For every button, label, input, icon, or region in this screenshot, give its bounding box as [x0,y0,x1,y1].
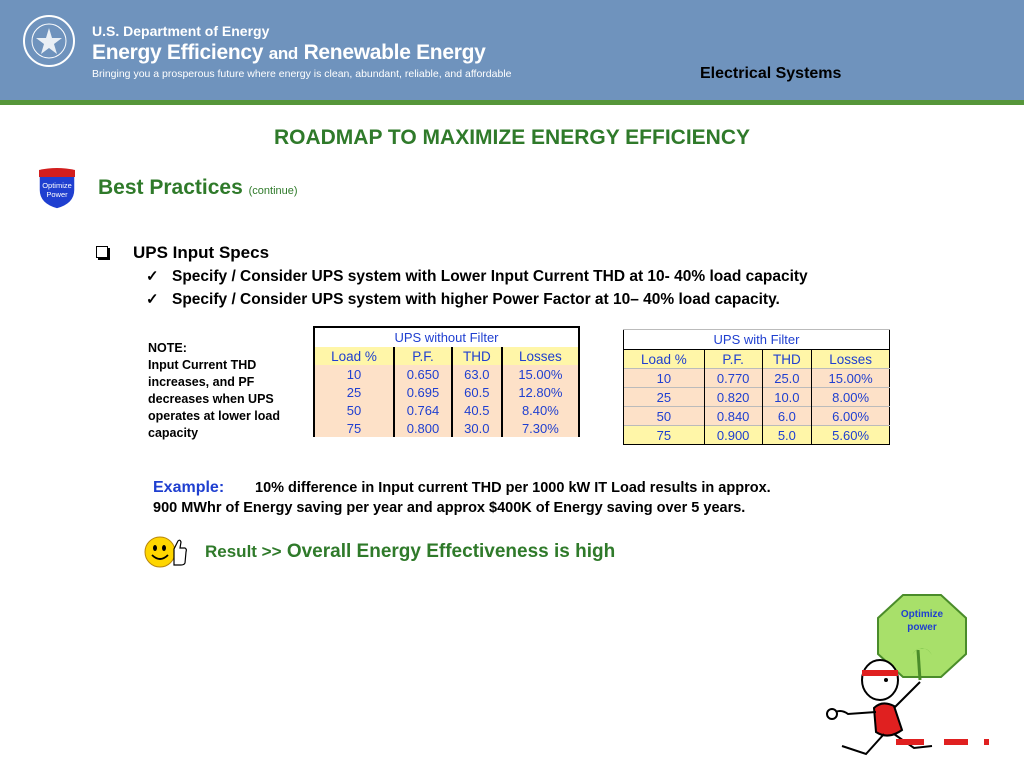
table-cell: 0.695 [394,383,452,401]
table-cell: 0.840 [704,407,762,426]
table-ups-without-filter [313,326,580,437]
best-practices-heading [98,176,298,200]
octagon-sign-label [876,608,968,634]
table-cell: 0.770 [704,369,762,388]
spec-item-1: Specify / Consider UPS system with Lower Input Current THD at 10- 40% load capacity [172,268,808,285]
result-text: Overall Energy Effectiveness is high [286,541,616,562]
checkbox-bullet-icon [96,246,108,258]
shield-line1: Optimize [42,181,72,190]
table-cell: 7.30% [502,419,579,437]
table-ups-with-filter [623,329,890,445]
note-title: NOTE: [148,341,187,355]
slide-title: ROADMAP TO MAXIMIZE ENERGY EFFICIENCY [273,126,751,149]
table-cell: 10 [624,369,705,388]
program-name [92,40,486,67]
table-cell: 25 [624,388,705,407]
table-cell: 75 [624,426,705,445]
table-row [314,365,579,383]
example-line-1: 10% difference in Input current THD per 1000 kW IT Load results in approx. [255,480,771,496]
table-row [314,419,579,437]
table-row [624,388,890,407]
table-row [624,407,890,426]
section-title: Electrical Systems [700,65,842,82]
shield-line2: Power [46,190,68,199]
program-part2: Renewable Energy [303,41,486,64]
result-line [205,541,615,563]
sign-line-1: Optimize [900,609,944,620]
table-cell: 5.60% [812,426,890,445]
table-caption: UPS without Filter [314,327,579,347]
table-row [314,383,579,401]
check-icon: ✓ [146,268,159,285]
table-cell: 75 [314,419,394,437]
table-cell: 50 [624,407,705,426]
table-cell: 15.00% [812,369,890,388]
tagline: Bringing you a prosperous future where energy is clean, abundant, reliable, and affordable [92,68,512,80]
doe-seal-icon [22,14,76,68]
header-rule [0,100,1024,105]
column-header: P.F. [394,347,452,365]
best-practices-label: Best Practices [98,176,243,199]
org-name: U.S. Department of Energy [92,23,270,39]
column-header: Load % [314,347,394,365]
table-row [624,369,890,388]
column-header: Load % [624,350,705,369]
table-cell: 15.00% [502,365,579,383]
table-cell: 6.00% [812,407,890,426]
table-cell: 25.0 [762,369,812,388]
check-icon: ✓ [146,291,159,308]
column-header: THD [762,350,812,369]
table-cell: 25 [314,383,394,401]
table-cell: 63.0 [452,365,502,383]
table-row [624,426,890,445]
result-label: Result >> [205,542,282,561]
table-cell: 50 [314,401,394,419]
table-cell: 12.80% [502,383,579,401]
table-row [314,401,579,419]
table-cell: 0.764 [394,401,452,419]
spec-item-2: Specify / Consider UPS system with higher Power Factor at 10– 40% load capacity. [172,291,780,308]
note [148,340,308,442]
table-cell: 5.0 [762,426,812,445]
highway-shield-icon [36,166,78,210]
thumbs-up-smiley-icon [144,535,188,569]
example-label: Example: [153,479,225,496]
column-header: Losses [812,350,890,369]
column-header: P.F. [704,350,762,369]
sign-line-2: power [907,622,937,633]
table-cell: 0.900 [704,426,762,445]
table-caption: UPS with Filter [624,330,890,350]
column-header: Losses [502,347,579,365]
note-body: Input Current THD increases, and PF decreases when UPS operates at lower load capacity [148,358,280,440]
table-header-row [314,347,579,365]
column-header: THD [452,347,502,365]
table-cell: 0.800 [394,419,452,437]
program-part1: Energy Efficiency [92,41,264,64]
table-cell: 60.5 [452,383,502,401]
table-cell: 6.0 [762,407,812,426]
example-line-2: 900 MWhr of Energy saving per year and approx $400K of Energy saving over 5 years. [153,500,746,516]
program-and: and [268,44,299,63]
table-cell: 8.00% [812,388,890,407]
ups-input-specs-heading: UPS Input Specs [133,243,270,262]
table-cell: 8.40% [502,401,579,419]
table-header-row [624,350,890,369]
runner-mascot-icon [822,650,1002,765]
table-cell: 30.0 [452,419,502,437]
continue-label: (continue) [248,185,298,197]
table-cell: 0.650 [394,365,452,383]
table-cell: 10 [314,365,394,383]
table-cell: 0.820 [704,388,762,407]
table-cell: 10.0 [762,388,812,407]
table-cell: 40.5 [452,401,502,419]
